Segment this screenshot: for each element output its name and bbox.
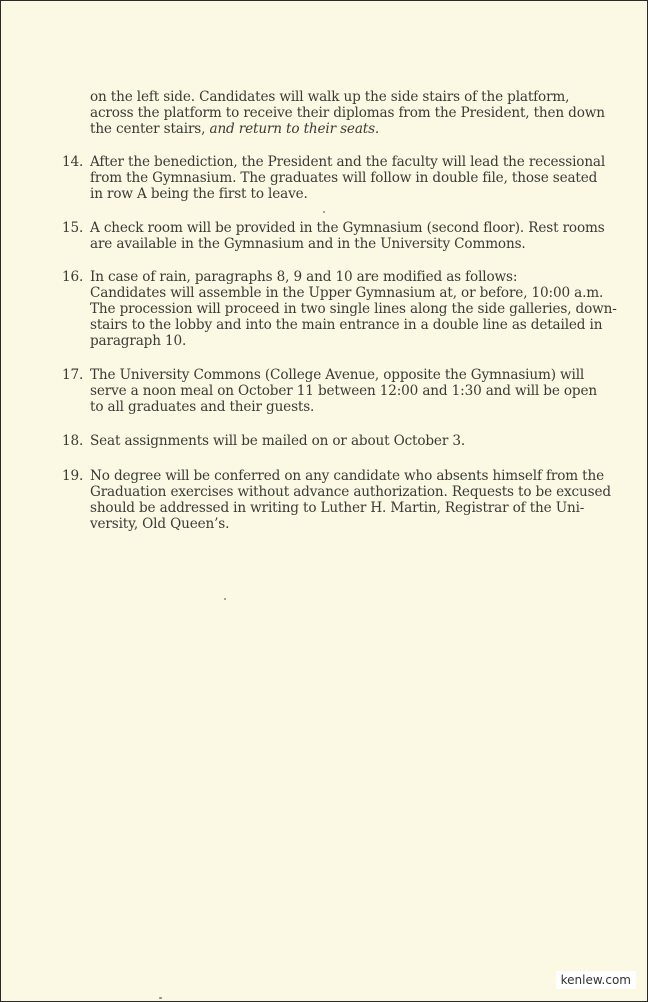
paragraph-number: 18. xyxy=(62,433,84,449)
text-line: stairs to the lobby and into the main entrance in a double line as detailed in xyxy=(90,317,603,333)
watermark: kenlew.com xyxy=(556,971,636,989)
text-line: Graduation exercises without advance authorization. Requests to be excused xyxy=(90,484,611,500)
text-line: versity, Old Queen’s. xyxy=(90,516,230,532)
text-line: The procession will proceed in two single lines along the side galleries, down- xyxy=(90,301,617,317)
text-line: In case of rain, paragraphs 8, 9 and 10 are modified as follows: xyxy=(90,269,518,285)
text-line: Seat assignments will be mailed on or about October 3. xyxy=(90,433,466,449)
paragraph-number: 14. xyxy=(62,154,84,170)
paper-speck xyxy=(159,997,162,999)
text-segment: the center stairs, xyxy=(90,121,210,137)
paragraph-number: 15. xyxy=(62,220,84,236)
paragraph-text xyxy=(90,367,597,415)
text-line: After the benediction, the President and the faculty will lead the recessional xyxy=(90,154,606,170)
emphasized-text: and return to their seats. xyxy=(209,121,380,137)
text-line: on the left side. Candidates will walk up the side stairs of the platform, xyxy=(90,89,570,105)
text-line: paragraph 10. xyxy=(90,333,187,349)
paragraph-text xyxy=(90,89,605,137)
text-line: are available in the Gymnasium and in the University Commons. xyxy=(90,236,526,252)
text-line: The University Commons (College Avenue, opposite the Gymnasium) will xyxy=(90,367,585,383)
paragraph-text xyxy=(90,220,605,252)
paper-speck xyxy=(224,598,226,600)
text-line xyxy=(90,121,565,137)
text-line: in row A being the first to leave. xyxy=(90,186,308,202)
paragraph-number: 19. xyxy=(62,468,84,484)
text-line: from the Gymnasium. The graduates will follow in double file, those seated xyxy=(90,170,598,186)
paragraph-text xyxy=(90,468,611,532)
paragraph-text xyxy=(90,433,565,449)
text-line: serve a noon meal on October 11 between 12:00 and 1:30 and will be open xyxy=(90,383,597,399)
text-line: to all graduates and their guests. xyxy=(90,399,315,415)
paragraph-number: 17. xyxy=(62,367,84,383)
text-line: across the platform to receive their diplomas from the President, then down xyxy=(90,105,605,121)
paragraph-number: 16. xyxy=(62,269,84,285)
paragraph-text xyxy=(90,269,617,349)
paper-speck xyxy=(323,211,325,213)
text-line: Candidates will assemble in the Upper Gymnasium at, or before, 10:00 a.m. xyxy=(90,285,604,301)
text-line: should be addressed in writing to Luther H. Martin, Registrar of the Uni- xyxy=(90,500,585,516)
text-line: A check room will be provided in the Gymnasium (second floor). Rest rooms xyxy=(90,220,605,236)
text-line: No degree will be conferred on any candidate who absents himself from the xyxy=(90,468,604,484)
paragraph-text xyxy=(90,154,606,202)
